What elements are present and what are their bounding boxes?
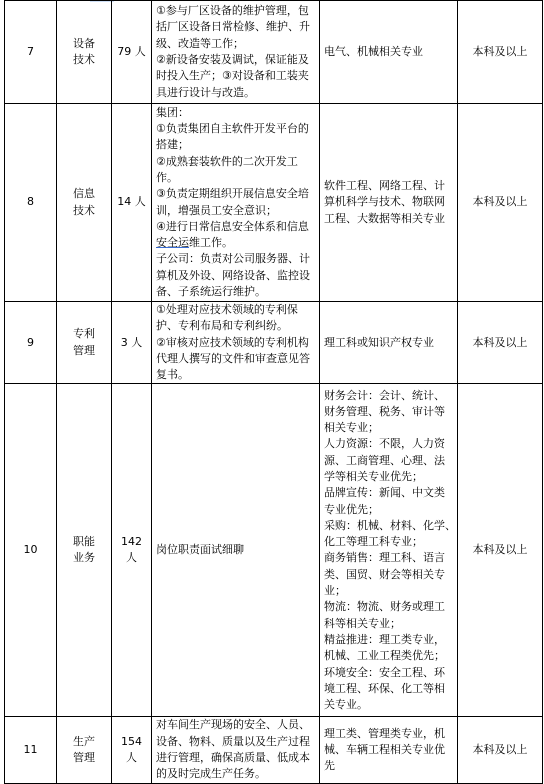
major-cell-line: 械、车辆工程相关专业优 [324, 742, 445, 756]
headcount-cell: 142 人 [112, 384, 152, 717]
major-cell-line: 物流：物流、财务或理工 [324, 600, 445, 614]
duty-cell-line: 集团： [156, 105, 189, 119]
table-row [5, 717, 543, 783]
major-cell-line: 商务销售：理工科、语言 [324, 551, 445, 565]
duty-cell-line: 备、子系统运行维护。 [156, 284, 266, 298]
duty-cell [152, 384, 320, 717]
position-name-cell-line: 设备 [73, 36, 95, 50]
duty-cell-line: 括厂区设备日常检修、维护、升 [156, 20, 310, 34]
headcount-cell: 3 人 [112, 302, 152, 384]
education-cell: 本科及以上 [458, 104, 543, 302]
major-cell-line: 境工程、环保、化工等相 [324, 681, 445, 695]
position-name-cell [57, 384, 112, 717]
duty-cell-line: 时投入生产；③对设备和工装夹 [156, 69, 309, 83]
major-cell-line: 工程、大数据等相关专业 [324, 211, 445, 225]
major-cell-line: 理工科或知识产权专业 [324, 335, 434, 349]
major-cell-line: 电气、机械相关专业 [324, 44, 423, 58]
education-cell: 本科及以上 [458, 717, 543, 783]
major-cell-line: 关专业。 [324, 698, 368, 712]
major-cell-line: 采购：机械、材料、化学、 [324, 518, 456, 532]
duty-cell-line: ②新设备安装及调试，保证能及 [156, 53, 309, 66]
position-name-cell-line: 信息 [73, 187, 95, 201]
table-row [5, 384, 543, 717]
position-name-cell-line: 职能 [73, 535, 95, 549]
major-cell-line: 业； [324, 584, 346, 598]
duty-cell-line: 算机及外设、网络设备、监控设 [156, 268, 310, 282]
position-name-cell-line: 专利 [73, 327, 95, 341]
duty-cell-line: ①负责集团自主软件开发平台的 [156, 122, 309, 136]
headcount-cell: 154 人 [112, 717, 152, 783]
duty-cell-line: 进行管理，确保高质量、低成本 [156, 751, 310, 765]
position-name-cell [57, 1, 112, 104]
major-cell [320, 384, 458, 717]
row-number-cell: 7 [5, 1, 57, 104]
duty-cell-line: ②审核对应技术领域的专利机构 [156, 335, 309, 349]
position-name-cell-line: 管理 [73, 343, 95, 357]
education-cell: 本科及以上 [458, 1, 543, 104]
position-name-cell-line: 业务 [73, 551, 95, 565]
major-cell-line: 人力资源：不限，人力资 [324, 437, 445, 451]
major-cell-line: 类、国贸、财会等相关专 [324, 567, 445, 581]
major-cell [320, 302, 458, 384]
position-name-cell [57, 104, 112, 302]
major-cell-line: 化工等理工科专业； [324, 535, 423, 549]
duty-cell-line: 作。 [156, 170, 178, 184]
major-cell-line: 软件工程、网络工程、计 [324, 179, 445, 193]
table-body [5, 1, 543, 784]
major-cell-line: 科等相关专业； [324, 616, 401, 630]
job-positions-table [4, 0, 543, 784]
major-cell-line: 财务管理、税务、审计等 [324, 404, 445, 418]
table-row [5, 1, 543, 104]
major-cell-line: 先 [324, 759, 335, 773]
education-cell: 本科及以上 [458, 384, 543, 717]
row-number-cell: 9 [5, 302, 57, 384]
row-number-cell: 8 [5, 104, 57, 302]
position-name-cell [57, 717, 112, 783]
major-cell [320, 104, 458, 302]
duty-cell [152, 104, 320, 302]
duty-cell-line: ②成熟套装软件的二次开发工 [156, 154, 298, 168]
major-cell [320, 717, 458, 783]
major-cell-line: 环境安全：安全工程、环 [324, 665, 445, 679]
duty-cell-line: 子公司：负责对公司服务器、计 [156, 252, 310, 266]
position-name-cell [57, 302, 112, 384]
major-cell-line: 财务会计：会计、统计、 [324, 388, 445, 402]
duty-cell [152, 717, 320, 783]
table-row [5, 302, 543, 384]
major-cell-line: 源、工商管理、心理、法 [324, 453, 445, 467]
duty-cell-line: 护、专利布局和专利纠纷。 [156, 319, 288, 333]
duty-cell [152, 1, 320, 104]
major-cell-line: 专业优先； [324, 502, 379, 516]
duty-cell-line: ①参与厂区设备的维护管理，包 [156, 4, 309, 18]
major-cell-line: 品牌宣传：新闻、中文类 [324, 486, 445, 500]
headcount-cell: 79 人 [112, 1, 152, 104]
major-cell-line: 算机科学与技术、物联网 [324, 195, 445, 209]
duty-cell-line: 安全运维工作。 [156, 236, 233, 250]
row-number-cell: 10 [5, 384, 57, 717]
duty-cell [152, 302, 320, 384]
position-name-cell-line: 技术 [73, 53, 95, 66]
education-cell: 本科及以上 [458, 302, 543, 384]
position-name-cell-line: 技术 [73, 203, 95, 217]
duty-cell-line: 训，增强员工安全意识； [156, 203, 277, 217]
duty-cell-line: 的及时完成生产任务。 [156, 767, 266, 781]
row-number-cell: 11 [5, 717, 57, 783]
duty-cell-line: ①处理对应技术领域的专利保 [156, 303, 298, 316]
table-row [5, 104, 543, 302]
major-cell-line: 学等相关专业优先； [324, 470, 423, 483]
duty-cell-line: 设备、物料、质量以及生产过程 [156, 734, 310, 748]
duty-cell-line: 岗位职责面试细聊 [156, 543, 244, 557]
duty-cell-line: 对车间生产现场的安全、人员、 [156, 718, 310, 732]
duty-cell-line: 具进行设计与改造。 [156, 85, 255, 99]
duty-cell-line: 级、改造等工作； [156, 36, 244, 50]
major-cell-line: 理工类、管理类专业，机 [324, 726, 445, 740]
duty-cell-line: ③负责定期组织开展信息安全培 [156, 187, 309, 201]
major-cell-line: 机械、工业工程类优先； [324, 649, 445, 663]
major-cell-line: 相关专业； [324, 421, 379, 435]
position-name-cell-line: 生产 [73, 734, 95, 748]
duty-cell-line: 复书。 [156, 368, 189, 382]
duty-cell-line: 代理人撰写的文件和审查意见答 [156, 351, 310, 365]
duty-cell-line: ④进行日常信息安全体系和信息 [156, 219, 309, 233]
duty-cell-line: 搭建； [156, 138, 189, 152]
major-cell-line: 精益推进：理工类专业， [324, 632, 445, 646]
headcount-cell: 14 人 [112, 104, 152, 302]
position-name-cell-line: 管理 [73, 751, 95, 765]
major-cell [320, 1, 458, 104]
